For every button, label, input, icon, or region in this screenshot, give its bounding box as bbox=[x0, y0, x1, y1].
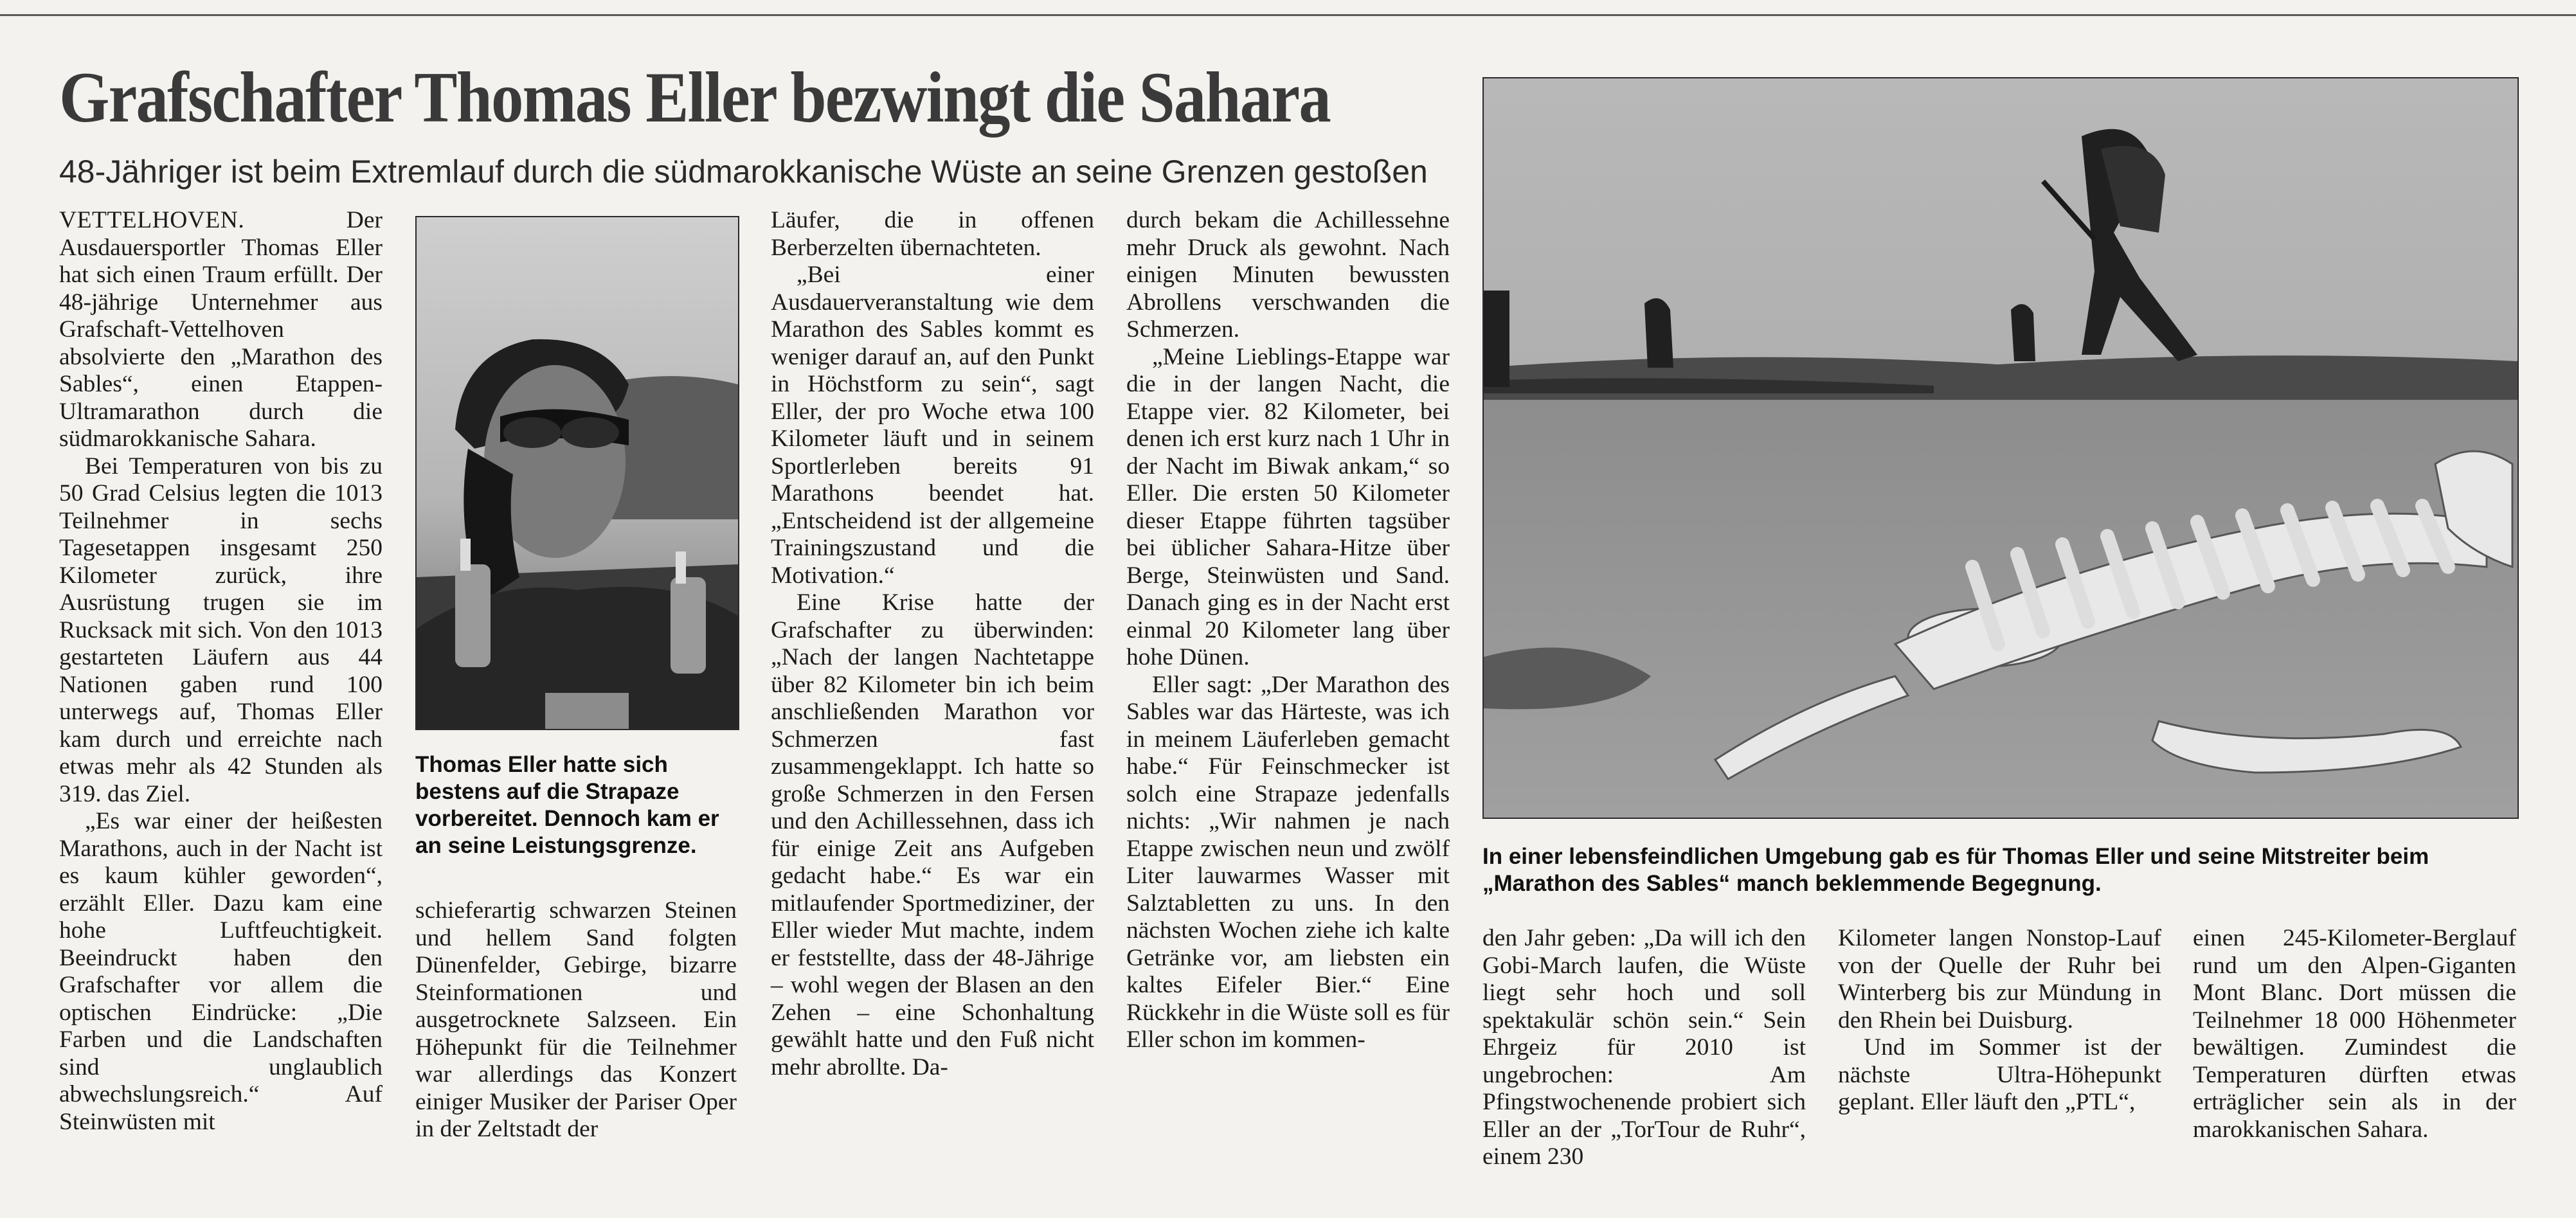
article-paragraph: „Bei einer Ausdauerveranstaltung wie dem Marathon des Sables kommt es weniger darauf an, auf den Punkt in Höchstform zu sein“, sagt Eller, der pro Woche etwa 100 Kilometer läuft und in seinem Sportlerleben bereits 91 Marathons beendet hat. „Entscheidend ist der allgemeine Trainingszustand und die Motivation.“ bbox=[771, 262, 1094, 589]
article-column-5 bbox=[1482, 925, 1806, 1171]
runner-portrait-image bbox=[417, 217, 738, 729]
article-column-4 bbox=[1126, 207, 1450, 1054]
desert-caption: In einer lebensfeindlichen Umgebung gab es für Thomas Eller und seine Mitstreiter beim „Marathon des Sables“ manch beklemmende Begegnung. bbox=[1482, 844, 2429, 896]
article-column-6 bbox=[1838, 925, 2161, 1116]
article-column-3 bbox=[771, 207, 1094, 1081]
article-paragraph: den Jahr geben: „Da will ich den Gobi-March laufen, die Wüste liegt sehr hoch und soll spektakulär schön sein.“ Sein Ehrgeiz für 2010 ist ungebrochen: Am Pfingstwochenende probiert sich Eller an der „TorTour de Ruhr“, einem 230 bbox=[1482, 925, 1806, 1170]
article-paragraph: Und im Sommer ist der nächste Ultra-Höhepunkt geplant. Eller läuft den „PTL“, bbox=[1838, 1034, 2161, 1115]
article-paragraph: Eller sagt: „Der Marathon des Sables war das Härteste, was ich in meinem Läuferleben gemacht habe.“ Für Feinschmecker ist solch eine Strapaze jedenfalls nichts: „Wir nahmen je nach Etappe zwischen neun und zwölf Liter lauwarmes Wasser mit Salztabletten zu uns. In den nächsten Wochen ziehe ich kalte Getränke vor, am liebsten ein kaltes Eifeler Bier.“ Eine Rückkehr in die Wüste soll es für Eller schon im kommen- bbox=[1126, 671, 1450, 1053]
portrait-caption: Thomas Eller hatte sich bestens auf die Strapaze vorbereitet. Dennoch kam er an seine Leistungsgrenze. bbox=[415, 752, 719, 858]
article-paragraph: „Meine Lieblings-Etappe war die in der langen Nacht, die Etappe vier. 82 Kilometer, bei denen ich erst kurz nach 1 Uhr in der Nacht im Biwak ankam,“ so Eller. Die ersten 50 Kilometer dieser Etappe führten tagsüber bei üblicher Sahara-Hitze über Berge, Steinwüsten und Sand. Danach ging es in der Nacht erst einmal 20 Kilometer lang über hohe Dünen. bbox=[1126, 343, 1450, 670]
article-paragraph: einen 245-Kilometer-Berglauf rund um den Alpen-Giganten Mont Blanc. Dort müssen die Teilnehmer 18 000 Höhenmeter bewältigen. Zumindest die Temperaturen dürften etwas erträglicher sein als in der marokkanischen Sahara. bbox=[2193, 925, 2516, 1143]
article-paragraph: Bei Temperaturen von bis zu 50 Grad Celsius legten die 1013 Teilnehmer in sechs Tagesetappen insgesamt 250 Kilometer zurück, ihre Ausrüstung trugen sie im Rucksack mit sich. Von den 1013 gestarteten Läufern aus 44 Nationen gaben rund 100 unterwegs auf, Thomas Eller kam durch und erreichte nach etwas mehr als 42 Stunden als 319. das Ziel. bbox=[59, 452, 383, 807]
article-paragraph: VETTELHOVEN. Der Ausdauersportler Thomas Eller hat sich einen Traum erfüllt. Der 48-jährige Unternehmer aus Grafschaft-Vettelhoven absolvierte den „Marathon des Sables“, einen Etappen-Ultramarathon durch die südmarokkanische Sahara. bbox=[59, 207, 383, 452]
dateline: VETTELHOVEN. bbox=[59, 207, 245, 233]
article-paragraph: schieferartig schwarzen Steinen und hellem Sand folgten Dünenfelder, Gebirge, bizarre Steinformationen und ausgetrocknete Salzseen. Ein Höhepunkt für die Teilnehmer war allerdings das Konzert einiger Musiker der Pariser Oper in der Zeltstadt der bbox=[415, 897, 737, 1142]
top-rule bbox=[0, 14, 2576, 16]
article-paragraph: durch bekam die Achillessehne mehr Druck als gewohnt. Nach einigen Minuten bewussten Abrollens verschwanden die Schmerzen. bbox=[1126, 207, 1450, 343]
article-paragraph: Eine Krise hatte der Grafschafter zu überwinden: „Nach der langen Nachtetappe über 82 Kilometer bin ich beim anschließenden Marathon vor Schmerzen fast zusammengeklappt. Ich hatte so große Schmerzen in den Fersen und den Achillessehnen, dass ich für einige Zeit ans Aufgeben gedacht habe.“ Es war ein mitlaufender Sportmediziner, der Eller wieder Mut machte, indem er feststellte, dass der 48-Jährige – wohl wegen der Blasen an den Zehen – eine Schonhaltung gewählt hatte und den Fuß nicht mehr abrollte. Da- bbox=[771, 589, 1094, 1080]
article-column-7 bbox=[2193, 925, 2516, 1143]
article-column-2 bbox=[415, 897, 737, 1143]
article-paragraph: „Es war einer der heißesten Marathons, auch in der Nacht ist es kaum kühler geworden“, erzählt Eller. Dazu kam eine hohe Luftfeuchtigkeit. Beeindruckt haben den Grafschafter vor allem die optischen Eindrücke: „Die Farben und die Landschaften sind unglaublich abwechslungsreich.“ Auf Steinwüsten mit bbox=[59, 808, 383, 1135]
portrait-photo bbox=[415, 216, 739, 730]
desert-skeleton-image bbox=[1484, 78, 2517, 818]
subheadline: 48-Jähriger ist beim Extremlauf durch die südmarokkanische Wüste an seine Grenzen gestoßen bbox=[59, 154, 1428, 190]
article-column-1 bbox=[59, 207, 383, 1136]
desert-photo bbox=[1482, 77, 2519, 819]
article-paragraph: Läufer, die in offenen Berberzelten übernachteten. bbox=[771, 207, 1094, 261]
headline: Grafschafter Thomas Eller bezwingt die Sahara bbox=[59, 58, 1330, 138]
article-paragraph: Kilometer langen Nonstop-Lauf von der Quelle der Ruhr bei Winterberg bis zur Mündung in den Rhein bei Duisburg. bbox=[1838, 925, 2161, 1034]
